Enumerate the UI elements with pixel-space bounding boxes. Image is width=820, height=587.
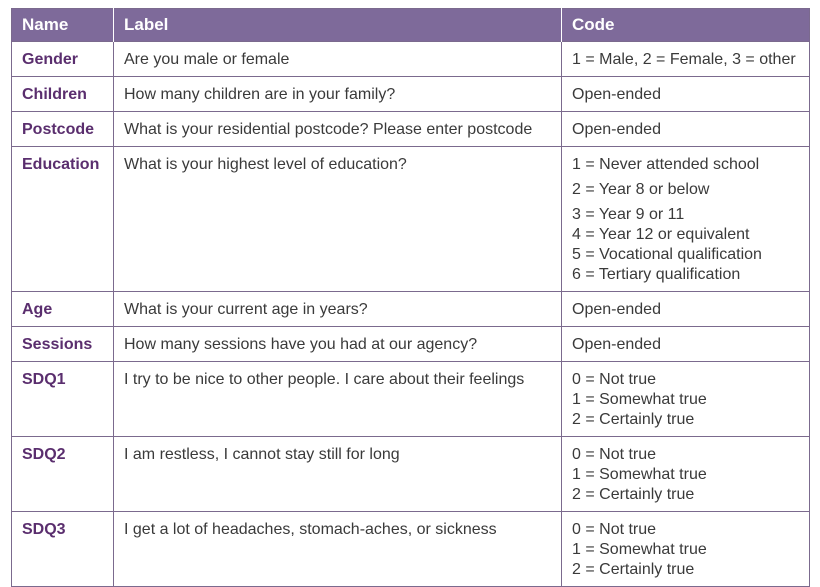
row-label: I try to be nice to other people. I care about their feelings	[114, 362, 562, 437]
table-row	[12, 292, 810, 327]
row-name: Gender	[12, 42, 114, 77]
code-line: 2 = Year 8 or below	[572, 181, 710, 198]
table-row	[12, 77, 810, 112]
row-name: Sessions	[12, 327, 114, 362]
code-line: 2 = Certainly true	[572, 561, 695, 578]
row-code	[562, 42, 810, 77]
code-line: 1 = Male, 2 = Female, 3 = other	[572, 51, 796, 68]
row-label: What is your residential postcode? Please enter postcode	[114, 112, 562, 147]
row-code	[562, 147, 810, 292]
row-code	[562, 437, 810, 512]
code-line: 0 = Not true	[572, 371, 657, 388]
code-line: Open-ended	[572, 86, 661, 103]
code-line: 4 = Year 12 or equivalent	[572, 226, 750, 243]
row-label: How many children are in your family?	[114, 77, 562, 112]
row-code	[562, 512, 810, 587]
row-name: SDQ2	[12, 437, 114, 512]
code-line: 2 = Certainly true	[572, 486, 695, 503]
table-row	[12, 362, 810, 437]
row-code	[562, 77, 810, 112]
row-name: SDQ3	[12, 512, 114, 587]
code-line: 1 = Somewhat true	[572, 541, 707, 558]
code-line: 0 = Not true	[572, 521, 657, 538]
row-code	[562, 362, 810, 437]
header-name: Name	[12, 9, 114, 42]
code-line: 5 = Vocational qualification	[572, 246, 762, 263]
row-name: SDQ1	[12, 362, 114, 437]
code-line: Open-ended	[572, 301, 661, 318]
table-row	[12, 147, 810, 292]
code-line: Open-ended	[572, 121, 661, 138]
table-row	[12, 437, 810, 512]
row-code	[562, 112, 810, 147]
table-row	[12, 512, 810, 587]
row-label: I am restless, I cannot stay still for long	[114, 437, 562, 512]
codebook-table-container	[11, 8, 809, 587]
table-header-row	[12, 9, 810, 42]
row-code	[562, 327, 810, 362]
code-line: 1 = Somewhat true	[572, 391, 707, 408]
header-code: Code	[562, 9, 810, 42]
code-line: 0 = Not true	[572, 446, 657, 463]
codebook-table	[11, 8, 810, 587]
table-row	[12, 327, 810, 362]
row-label: What is your highest level of education?	[114, 147, 562, 292]
row-name: Age	[12, 292, 114, 327]
row-name: Children	[12, 77, 114, 112]
row-name: Postcode	[12, 112, 114, 147]
code-line: 2 = Certainly true	[572, 411, 695, 428]
code-line: 6 = Tertiary qualification	[572, 266, 741, 283]
row-label: I get a lot of headaches, stomach-aches, or sickness	[114, 512, 562, 587]
code-line: Open-ended	[572, 336, 661, 353]
header-label: Label	[114, 9, 562, 42]
code-line: 1 = Somewhat true	[572, 466, 707, 483]
row-label: How many sessions have you had at our agency?	[114, 327, 562, 362]
table-row	[12, 42, 810, 77]
code-line: 1 = Never attended school	[572, 156, 760, 173]
code-line: 3 = Year 9 or 11	[572, 206, 685, 223]
row-label: Are you male or female	[114, 42, 562, 77]
table-row	[12, 112, 810, 147]
row-name: Education	[12, 147, 114, 292]
row-label: What is your current age in years?	[114, 292, 562, 327]
row-code	[562, 292, 810, 327]
